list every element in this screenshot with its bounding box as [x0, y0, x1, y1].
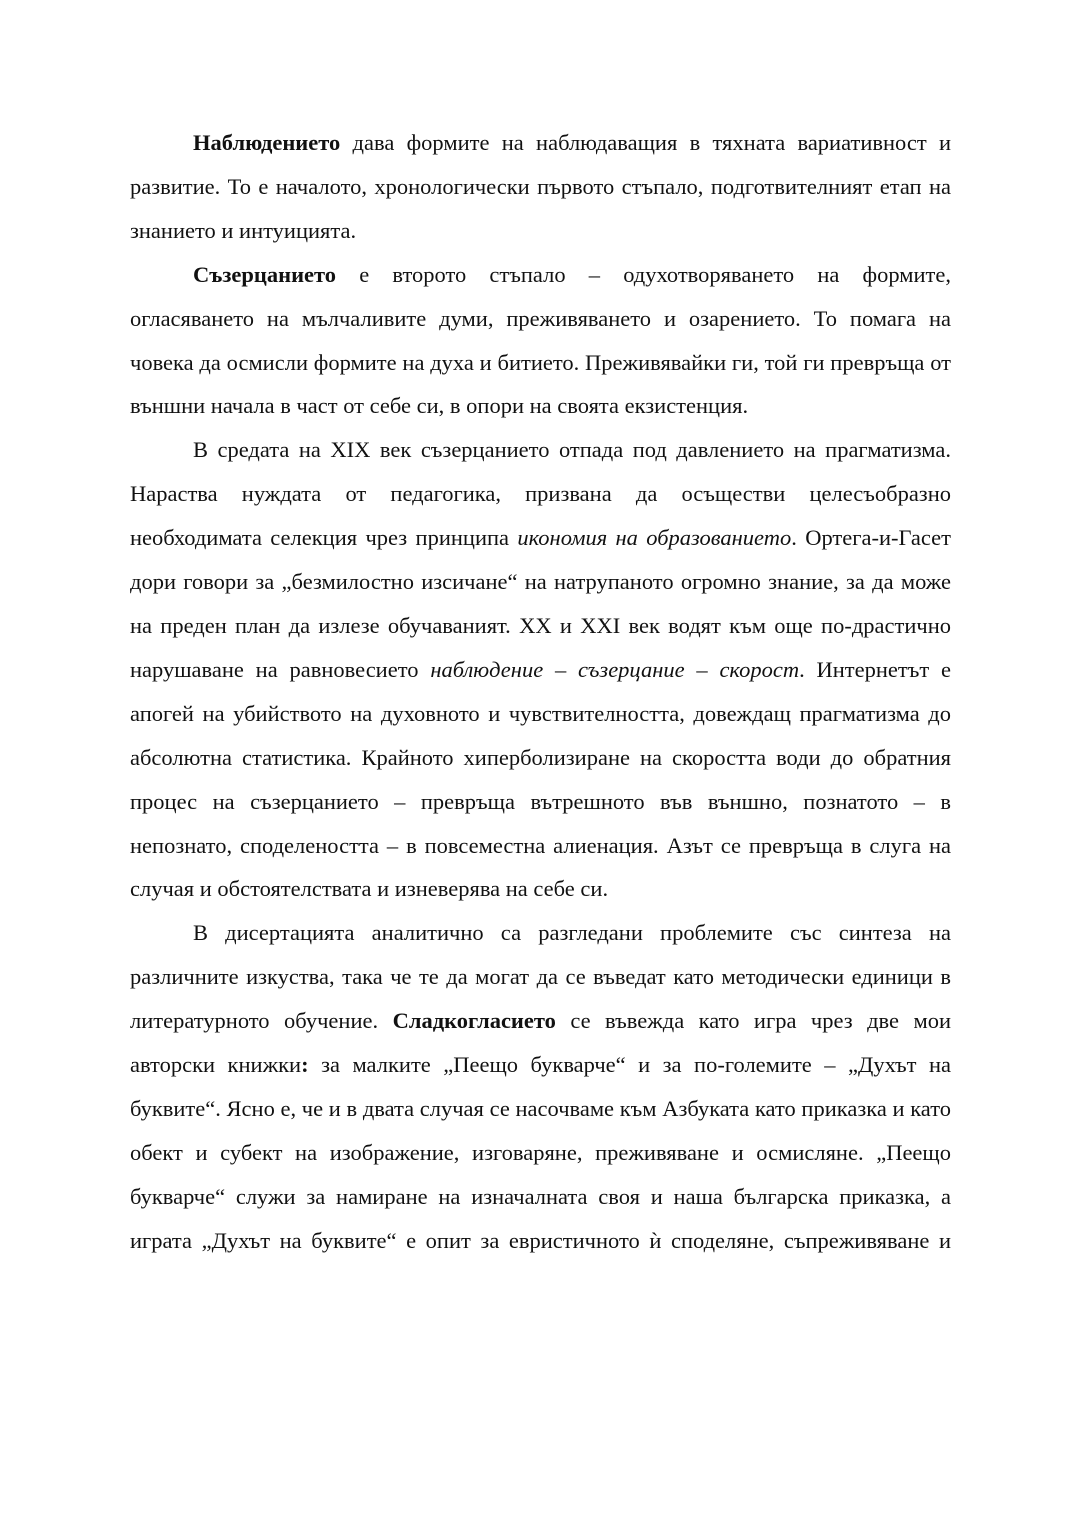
- term-sweet-voice: Сладкогласието: [392, 1008, 556, 1034]
- document-page: [130, 121, 951, 1263]
- paragraph-text: за малките „Пеещо букварче“ и за по-големите – „Духът на буквите“. Ясно е, че и в двата случая се насочваме към Азбуката като приказка и като обект и субект на изображение, изговаряне, преживяване и осмисляне. „Пеещо букварче“ служи за намиране на изначалната своя и наша българска приказка, а играта „Духът на буквите“ е опит за евристичното ѝ споделяне, съпреживяване и: [130, 1052, 952, 1253]
- paragraph-text: е второто стъпало – одухотворяването на формите, огласяването на мълчаливите думи, преживяването и озарението. То помага на човека да осмисли формите на духа и битието. Преживявайки ги, той ги превръща от външни начала в част от себе си, в опори на своята екзистенция.: [130, 261, 951, 419]
- paragraph-pragmatism: [130, 428, 951, 911]
- paragraph-dissertation: [130, 911, 951, 1262]
- paragraph-text: В дисертацията аналитично са разгледани проблемите със синтеза на различните изкуства, така че те да могат да се въведат като методически единици в литературното обучение.: [130, 920, 951, 1034]
- paragraph-contemplation: [130, 253, 951, 429]
- paragraph-text: . Интернетът е апогей на убийството на духовното и чувствителността, довеждащ прагматизма до абсолютна статистика. Крайното хиперболизиране на скоростта води до обратния процес на съзерцанието – превръща вътрешното във външно, познатото – в непознато, споделеността – в повсеместна алиенация. Азът се превръща в слуга на случая и обстоятелствата и изневерява на себе си.: [130, 656, 951, 902]
- paragraph-text: се въвежда като игра чрез две мои авторски книжки: [130, 1008, 951, 1078]
- bold-colon: :: [301, 1052, 309, 1078]
- italic-phrase-economy: икономия на образованието: [517, 525, 792, 551]
- paragraph-text: дава формите на наблюдаващия в тяхната вариативност и развитие. То е началото, хронологически първото стъпало, подготвителният етап на знанието и интуицията.: [130, 130, 951, 243]
- term-observation: Наблюдението: [193, 130, 341, 155]
- paragraph-text: В средата на XIX век съзерцанието отпада под давлението на прагматизма. Нараства нуждата от педагогика, призвана да осъществи целесъобразно необходимата селекция чрез принципа: [130, 437, 951, 551]
- paragraph-observation: [130, 121, 951, 253]
- paragraph-text: . Ортега-и-Гасет дори говори за „безмилостно изсичане“ на натрупаното огромно знание, за да може на преден план да излезе обучаваният. XX и XXI век водят към още по-драстично нарушаване на равновесието: [130, 525, 951, 682]
- italic-phrase-triad: наблюдение – съзерцание – скорост: [430, 656, 800, 682]
- term-contemplation: Съзерцанието: [193, 261, 337, 287]
